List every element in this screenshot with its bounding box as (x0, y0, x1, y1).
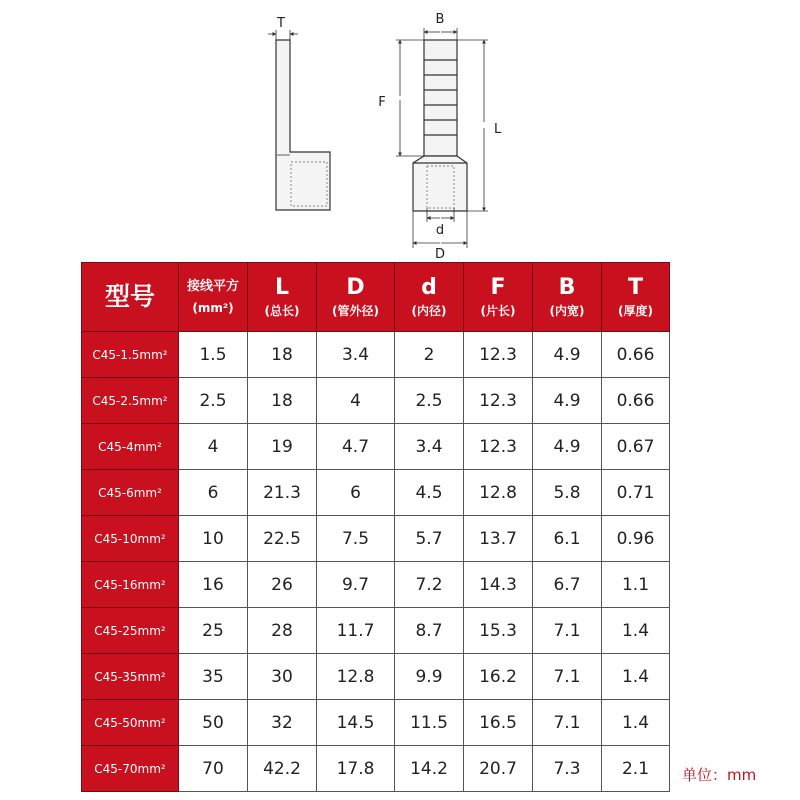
cell-area: 16 (179, 562, 248, 608)
cell-D: 3.4 (317, 332, 395, 378)
cell-F: 12.3 (464, 332, 533, 378)
cell-L: 28 (248, 608, 317, 654)
cell-area: 6 (179, 470, 248, 516)
cell-model: C45-16mm² (82, 562, 179, 608)
cell-B: 4.9 (533, 332, 602, 378)
cell-L: 21.3 (248, 470, 317, 516)
front-view-drawing (396, 28, 488, 248)
cell-d: 2.5 (395, 378, 464, 424)
cell-L: 19 (248, 424, 317, 470)
cell-F: 15.3 (464, 608, 533, 654)
cell-L: 26 (248, 562, 317, 608)
header-T: T (厚度) (602, 263, 670, 332)
cell-L: 18 (248, 378, 317, 424)
header-d: d (内径) (395, 263, 464, 332)
cell-model: C45-25mm² (82, 608, 179, 654)
cell-area: 4 (179, 424, 248, 470)
table-row (82, 562, 670, 608)
header-model: 型号 (82, 263, 179, 332)
cell-d: 14.2 (395, 746, 464, 792)
cell-area: 10 (179, 516, 248, 562)
cell-T: 0.96 (602, 516, 670, 562)
cell-model: C45-1.5mm² (82, 332, 179, 378)
cell-L: 30 (248, 654, 317, 700)
table-row (82, 516, 670, 562)
cell-D: 4 (317, 378, 395, 424)
header-F: F (片长) (464, 263, 533, 332)
cell-L: 32 (248, 700, 317, 746)
table-row (82, 332, 670, 378)
cell-model: C45-50mm² (82, 700, 179, 746)
cell-B: 4.9 (533, 424, 602, 470)
cell-d: 4.5 (395, 470, 464, 516)
dim-label-D: D (434, 247, 446, 262)
cell-D: 9.7 (317, 562, 395, 608)
cell-F: 20.7 (464, 746, 533, 792)
cell-F: 12.8 (464, 470, 533, 516)
table-row (82, 700, 670, 746)
cell-T: 0.71 (602, 470, 670, 516)
header-L: L (总长) (248, 263, 317, 332)
cell-area: 35 (179, 654, 248, 700)
cell-area: 70 (179, 746, 248, 792)
cell-B: 4.9 (533, 378, 602, 424)
dim-label-B: B (435, 12, 445, 27)
cell-F: 12.3 (464, 378, 533, 424)
table-row (82, 470, 670, 516)
cell-model: C45-2.5mm² (82, 378, 179, 424)
cell-T: 0.66 (602, 378, 670, 424)
cell-T: 1.4 (602, 654, 670, 700)
cell-T: 0.67 (602, 424, 670, 470)
cell-F: 12.3 (464, 424, 533, 470)
dim-label-T: T (277, 16, 285, 31)
cell-B: 6.1 (533, 516, 602, 562)
cell-model: C45-35mm² (82, 654, 179, 700)
header-area: 接线平方 (mm²) (179, 263, 248, 332)
cell-B: 7.3 (533, 746, 602, 792)
cell-B: 7.1 (533, 654, 602, 700)
cell-D: 14.5 (317, 700, 395, 746)
cell-d: 9.9 (395, 654, 464, 700)
cell-F: 16.2 (464, 654, 533, 700)
specification-table (81, 262, 670, 792)
cell-area: 1.5 (179, 332, 248, 378)
dim-label-d: d (435, 223, 445, 238)
cell-D: 11.7 (317, 608, 395, 654)
table-row (82, 424, 670, 470)
table-row (82, 654, 670, 700)
cell-D: 4.7 (317, 424, 395, 470)
table-header-row (82, 263, 670, 332)
table-row (82, 608, 670, 654)
header-B: B (内宽) (533, 263, 602, 332)
cell-T: 2.1 (602, 746, 670, 792)
unit-note: 单位：mm (682, 766, 757, 784)
cell-D: 6 (317, 470, 395, 516)
cell-D: 12.8 (317, 654, 395, 700)
cell-T: 1.4 (602, 700, 670, 746)
table-row (82, 378, 670, 424)
cell-B: 5.8 (533, 470, 602, 516)
cell-F: 14.3 (464, 562, 533, 608)
header-D: D (管外径) (317, 263, 395, 332)
cell-T: 1.4 (602, 608, 670, 654)
terminal-dimension-diagram (0, 0, 800, 262)
cell-model: C45-6mm² (82, 470, 179, 516)
cell-L: 42.2 (248, 746, 317, 792)
cell-F: 13.7 (464, 516, 533, 562)
cell-B: 7.1 (533, 700, 602, 746)
dim-label-L: L (494, 122, 502, 137)
cell-F: 16.5 (464, 700, 533, 746)
side-view-drawing (268, 30, 330, 210)
dim-label-F: F (378, 95, 386, 110)
cell-T: 1.1 (602, 562, 670, 608)
cell-d: 7.2 (395, 562, 464, 608)
cell-model: C45-10mm² (82, 516, 179, 562)
table-body (82, 332, 670, 792)
cell-area: 2.5 (179, 378, 248, 424)
cell-area: 50 (179, 700, 248, 746)
cell-D: 17.8 (317, 746, 395, 792)
cell-model: C45-70mm² (82, 746, 179, 792)
cell-T: 0.66 (602, 332, 670, 378)
cell-d: 3.4 (395, 424, 464, 470)
cell-d: 2 (395, 332, 464, 378)
cell-d: 11.5 (395, 700, 464, 746)
cell-L: 18 (248, 332, 317, 378)
cell-B: 6.7 (533, 562, 602, 608)
cell-D: 7.5 (317, 516, 395, 562)
cell-d: 5.7 (395, 516, 464, 562)
cell-area: 25 (179, 608, 248, 654)
cell-d: 8.7 (395, 608, 464, 654)
cell-B: 7.1 (533, 608, 602, 654)
cell-L: 22.5 (248, 516, 317, 562)
table-row (82, 746, 670, 792)
cell-model: C45-4mm² (82, 424, 179, 470)
